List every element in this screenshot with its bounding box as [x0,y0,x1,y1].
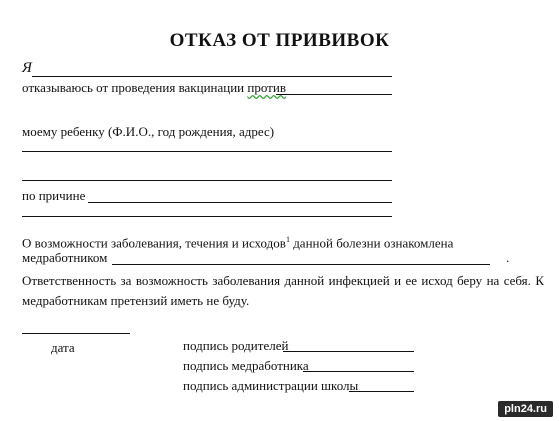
site-watermark: pln24.ru [498,401,553,417]
sig-parents-label: подпись родителей [183,338,289,353]
child-fill-line-2 [22,180,392,181]
child-fill-line-1 [22,151,392,152]
reason-fill-line-1 [88,202,392,203]
awareness-part-2: данной болезни ознакомлена [289,235,454,251]
reason-fill-line-2 [22,216,392,217]
line-i-label: Я [22,60,32,76]
sig-parents-line [283,351,414,352]
sig-medic-line [303,371,414,372]
refuse-label: отказываюсь от проведения вакцинации [22,80,245,95]
sig-admin-line [349,391,414,392]
against-word: против [247,80,286,95]
name-fill-line [32,76,392,77]
medic-text: медработником [22,250,108,265]
awareness-part-1: О возможности заболевания, течения и исходов [22,235,286,251]
document-title: ОТКАЗ ОТ ПРИВИВОК [169,30,390,51]
date-label: дата [51,340,75,355]
sig-admin-label: подпись администрации школы [183,378,359,393]
responsibility-text: Ответственность за возможность заболевания данной инфекцией и ее исход беру на себя. К медработникам претензий иметь не буду. [22,273,544,308]
medic-period: . [506,250,510,265]
sig-medic-label: подпись медработника [183,358,309,373]
awareness-text [22,232,453,251]
vaccine-fill-line [276,94,392,95]
footnote-marker: 1 [285,235,290,244]
medic-fill-line [112,264,490,265]
child-text: моему ребенку (Ф.И.О., год рождения, адрес) [22,124,275,139]
refuse-text [22,80,286,96]
date-fill-line [22,333,130,334]
reason-text: по причине [22,188,86,203]
